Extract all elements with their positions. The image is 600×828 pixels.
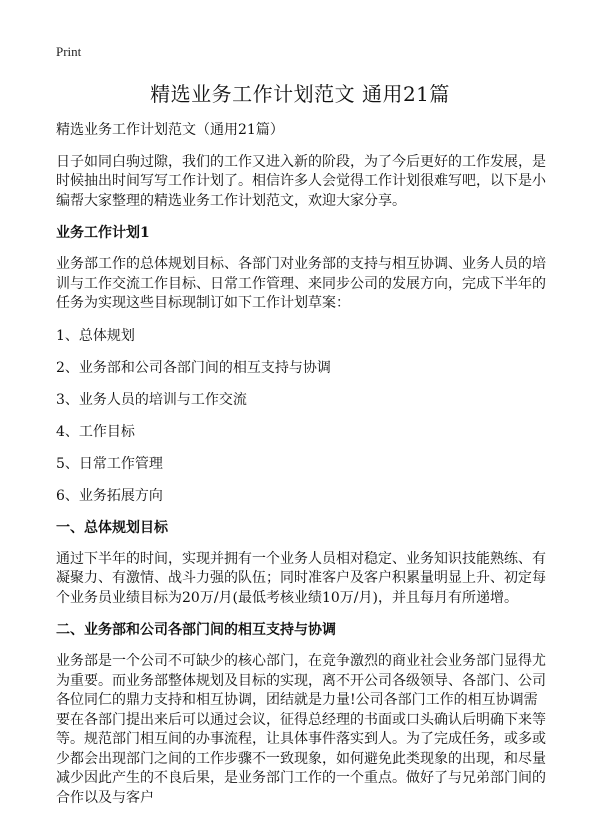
section-1-heading: 业务工作计划1 bbox=[56, 225, 150, 241]
list-item: 6、业务拓展方向 bbox=[56, 487, 163, 504]
document-subtitle: 精选业务工作计划范文（通用21篇） bbox=[56, 122, 284, 138]
section-b-heading: 二、业务部和公司各部门间的相互支持与协调 bbox=[56, 622, 336, 638]
list-item: 5、日常工作管理 bbox=[56, 455, 163, 472]
list-item: 3、业务人员的培训与工作交流 bbox=[56, 391, 247, 408]
section-a-paragraph: 通过下半年的时间，实现并拥有一个业务人员相对稳定、业务知识技能熟练、有凝聚力、有激情、战斗力强的队伍；同时准客户及客户积累量明显上升、初定每个业务员业绩目标为20万/月(最低考核业绩10万/月)，并且每月有所递增。 bbox=[56, 550, 546, 606]
section-1-paragraph: 业务部工作的总体规划目标、各部门对业务部的支持与相互协调、业务人员的培训与工作交流工作目标、日常工作管理、来同步公司的发展方向，完成下半年的任务为实现这些目标现制订如下工作计划草案： bbox=[56, 256, 546, 311]
document-body bbox=[56, 121, 548, 808]
list-item: 1、总体规划 bbox=[56, 327, 135, 344]
document-title: 精选业务工作计划范文 通用21篇 bbox=[150, 82, 450, 106]
section-b-paragraph: 业务部是一个公司不可缺少的核心部门，在竞争激烈的商业社会业务部门显得尤为重要。而业务部整体规划及目标的实现，离不开公司各级领导、各部门、公司各位同仁的鼎力支持和相互协调，团结就是力量!公司各部门工作的相互协调需要在各部门提出来后可以通过会议，征得总经理的书面或口头确认后明确下来等等。规范部门相互间的办事流程，让具体事件落实到人。为了完成任务，或多或少都会出现部门之间的工作步骤不一致现象，如何避免此类现象的出现，和尽量减少因此产生的不良后果，是业务部门工作的一个重点。做好了与兄弟部门间的合作以及与客户 bbox=[56, 653, 546, 806]
list-item: 4、工作目标 bbox=[56, 423, 135, 440]
plan-list bbox=[56, 326, 548, 506]
print-label: Print bbox=[56, 44, 82, 59]
section-a-heading: 一、总体规划目标 bbox=[56, 519, 168, 536]
intro-paragraph: 日子如同白驹过隙，我们的工作又进入新的阶段，为了今后更好的工作发展，是时候抽出时间写写工作计划了。相信许多人会觉得工作计划很难写吧，以下是小编帮大家整理的精选业务工作计划范文，欢迎大家分享。 bbox=[56, 153, 546, 209]
list-item: 2、业务部和公司各部门间的相互支持与协调 bbox=[56, 359, 331, 376]
